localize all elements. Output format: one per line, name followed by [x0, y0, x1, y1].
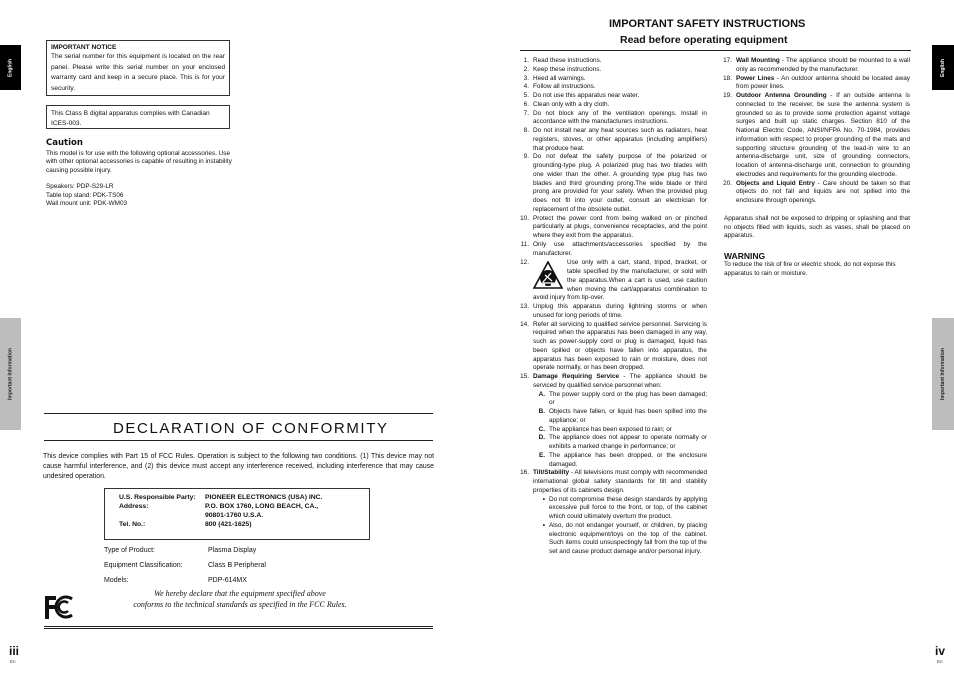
- product-info: [104, 543, 328, 588]
- safety-column-1: [517, 57, 707, 557]
- warning-heading: WARNING: [724, 251, 766, 261]
- class-value: Class B Peripheral: [208, 562, 266, 569]
- accessory-list: [46, 183, 234, 208]
- tab-label: Important Information: [940, 348, 946, 400]
- notice-body: The serial number for this equipment is located on the rear panel. Please write this serial number on your enclosed warranty card and keep in a secure place. This is for your security.: [51, 53, 225, 92]
- class-b-box: [46, 105, 230, 129]
- cart-warning-icon: [533, 261, 563, 291]
- caution-body: This model is for use with the following optional accessories. Use with other optional accessories is capable of resulting in instability causing possible injury.: [46, 150, 232, 174]
- fcc-logo-icon: [42, 593, 76, 621]
- address-line1: P.O. BOX 1760, LONG BEACH, CA.,: [205, 503, 319, 510]
- dripping-notice: Apparatus shall not be exposed to dripping or splashing and that no objects filled with liquids, such as vases, shall be placed on apparatus.: [724, 214, 910, 240]
- list-item: 18. Power Lines - An outdoor antenna should be located away from power lines.: [723, 74, 910, 91]
- list-item: 1. Read these instructions.: [523, 57, 602, 64]
- page-lang-left: En: [10, 659, 16, 664]
- section-tab-right: [932, 318, 954, 430]
- party-value: PIONEER ELECTRONICS (USA) INC.: [205, 494, 323, 501]
- list-item: 12. Use only with a cart, stand, tripod, bracket, or table specified by the manufacturer, or sold with the apparatus.When a cart is used, use caution when moving the cart/apparatus combination to avoid injury from tip-over.: [520, 259, 707, 302]
- declaration-statement: [104, 588, 376, 610]
- list-item: 6. Clean only with a dry cloth.: [523, 100, 610, 108]
- safety-column-2: [720, 57, 910, 279]
- party-label: U.S. Responsible Party:: [119, 494, 196, 501]
- list-item: 13. Unplug this apparatus during lightning storms or when unused for long periods of time.: [520, 303, 707, 319]
- list-item: 9. Do not defeat the safety purpose of the polarized or grounding-type plug. A polarized plug has two blades with one wider than the other. A grounding type plug has two blades and third grounding prong.The wide blade or third prong are provided for your safety. When the provided plug does not fit into your outlet, consult an electrician for replacement of the obsolete outlet.: [523, 153, 707, 213]
- models-label: Models:: [104, 577, 129, 584]
- declaration-title: DECLARATION OF CONFORMITY: [113, 420, 389, 437]
- declare-line2: conforms to the technical standards as specified in the FCC Rules.: [133, 600, 347, 609]
- product-value: Plasma Display: [208, 547, 257, 554]
- declaration-top-rule: [44, 413, 433, 414]
- sub-item: D. The appliance does not appear to operate normally or exhibits a marked change in performance; or: [538, 434, 707, 450]
- declaration-text: This device complies with Part 15 of FCC Rules. Operation is subject to the following two conditions. (1) This device may not cause harmful interference, and (2) this device must accept any interference received, including interference that may cause undesired operation.: [43, 453, 434, 480]
- list-item: 4. Follow all instructions.: [523, 83, 596, 91]
- safety-title: IMPORTANT SAFETY INSTRUCTIONS: [609, 18, 806, 30]
- sub-item: E. The appliance has been dropped, or the enclosure damaged.: [538, 451, 707, 468]
- notice-heading: IMPORTANT NOTICE: [51, 44, 117, 51]
- class-b-text: This Class B digital apparatus complies with Canadian ICES-003.: [51, 110, 210, 127]
- list-item: 16. Tilt/Stability - All televisions must comply with recommended international global safety standards for tilt and stability properties of its cabinets design. • Do not compromise these design standards by applying excessive pull force to the front, or top, of the cabinet which could ultimately overturn the product. • Also, do not endanger yourself, or children, by placing electronic equipment/toys on the top of the cabinet. Such items could unsuspectingly fall from the top of the set and cause product damage and/or personal injury.: [520, 469, 707, 555]
- tab-label: Important Information: [7, 348, 14, 400]
- list-item: 15. Damage Requiring Service - The appliance should be serviced by qualified service personnel when: A. The power supply cord or the plug has been damaged; or B. Objects have fallen, or liquid has been spilled into the appliance; or C. The appliance has been exposed to rain; or D. The appliance does not appear to operate normally or exhibits a marked change in performance; or E. The appliance has been dropped, or the enclosure damaged.: [520, 373, 708, 468]
- declaration-bottom-rule: [44, 626, 433, 627]
- list-item: 7. Do not block any of the ventilation openings. Install in accordance with the manufacturers instructions.: [523, 109, 707, 126]
- address-line2: 90801-1760 U.S.A.: [205, 512, 264, 519]
- important-notice-box: [46, 40, 230, 96]
- responsible-party-box: [104, 488, 370, 540]
- sub-item: C. The appliance has been exposed to rain; or: [538, 425, 672, 433]
- caution-heading: Caution: [46, 138, 83, 148]
- list-item: 20. Objects and Liquid Entry - Care should be taken so that objects do not fall and liquids are not spilled into the enclosure through openings.: [723, 179, 910, 204]
- list-item: 8. Do not install near any heat sources such as radiators, heat registers, stoves, or other apparatus (including amplifiers) that produce heat.: [523, 127, 707, 152]
- list-item: 10. Protect the power cord from being walked on or pinched particularly at plugs, convenience receptacles, and the point where they exit from the apparatus.: [520, 214, 707, 239]
- sub-item: B. Objects have fallen, or liquid has been spilled into the appliance; or: [538, 408, 707, 424]
- list-item: 3. Heed all warnings.: [523, 74, 586, 82]
- accessory-item: Speakers: PDP-S29-LR: [46, 183, 114, 191]
- page-lang-right: En: [937, 659, 943, 664]
- tel-label: Tel. No.:: [119, 521, 146, 528]
- accessory-item: Wall mount unit: PDK-WM03: [46, 200, 128, 208]
- tab-label: English: [7, 58, 14, 77]
- list-item: 5. Do not use this apparatus near water.: [523, 92, 640, 99]
- tel-value: 800 (421-1625): [205, 521, 252, 528]
- address-label: Address:: [119, 503, 149, 510]
- sub-item: A. The power supply cord or the plug has been damaged; or: [538, 390, 707, 407]
- list-item: 11. Only use attachments/accessories specified by the manufacturer.: [520, 240, 707, 257]
- safety-rule: [520, 50, 911, 51]
- list-item: 2. Keep these instructions.: [523, 65, 602, 73]
- tab-label: English: [940, 58, 946, 77]
- page-number-right: iv: [935, 644, 946, 658]
- list-item: 17. Wall Mounting - The appliance should be mounted to a wall only as recommended by the manufacturer.: [723, 57, 910, 73]
- models-value: PDP-614MX: [208, 577, 247, 584]
- caution-section: [46, 138, 234, 208]
- declare-line1: We hereby declare that the equipment specified above: [154, 589, 326, 598]
- warning-text: To reduce the risk of fire or electric shock, do not expose this apparatus to rain or moisture.: [724, 261, 896, 277]
- accessory-item: Table top stand: PDK-TS06: [46, 191, 124, 199]
- list-item: 19. Outdoor Antenna Grounding - If an outside antenna is connected to the receiver, be sure the antenna system is grounded so as to provide some protection against voltage surges and built up static charges. Section 810 of the National Electric Code, ANSI/NFPA No. 70-1984, provides information with respect to proper grounding of the mats and supporting structure grounding of the lead-in wire to an antenna-discharge unit, size of grounding connectors, location of antenna-discharge unit, connection to grounding electrodes and requirements for the grounding electrode.: [723, 92, 910, 178]
- declaration-mid-rule: [44, 440, 433, 441]
- list-item: 14. Refer all servicing to qualified service personnel. Servicing is required when the apparatus has been damaged in any way, such as power-supply cord or plug is damaged, liquid has been spilled or objects have fallen into apparatus, the apparatus has been exposed to rain or moisture, does not operate normally, or has been dropped.: [520, 320, 707, 372]
- page-number-left: iii: [9, 644, 20, 658]
- fcc-logo: [42, 593, 76, 621]
- safety-subtitle: Read before operating equipment: [620, 34, 788, 46]
- product-label: Type of Product:: [104, 547, 155, 554]
- language-tab-right: [932, 45, 954, 90]
- declaration-bottom-rule2: [44, 628, 433, 629]
- bullet-item: • Do not compromise these design standards by applying excessive pull force to the front, or top, of the cabinet which could ultimately overturn the product.: [542, 495, 707, 520]
- language-tab-left: [0, 45, 21, 90]
- bullet-item: • Also, do not endanger yourself, or children, by placing electronic equipment/toys on the top of the cabinet. Such items could unsuspectingly fall from the top of the set and cause product damage and/or personal injury.: [542, 521, 707, 555]
- class-label: Equipment Classification:: [104, 562, 183, 569]
- section-tab-left: [0, 318, 21, 430]
